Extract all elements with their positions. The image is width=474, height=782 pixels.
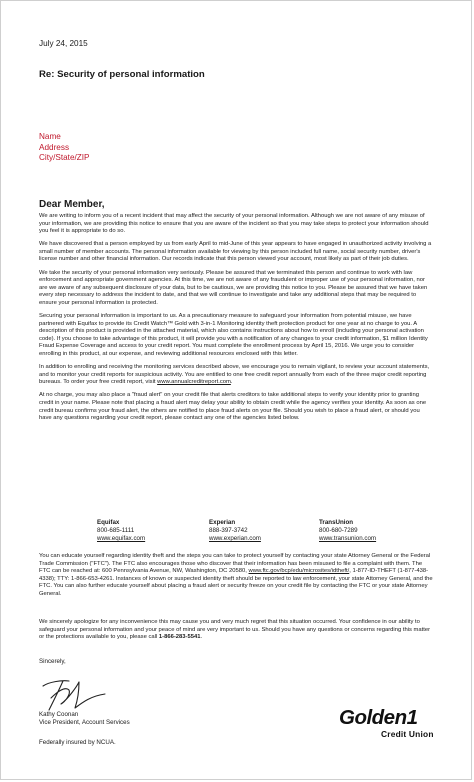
signer-block bbox=[39, 711, 130, 727]
paragraph-equifax: Securing your personal information is important to us. As a precautionary measure to safeguard your information from potential misuse, we have partnered with Equifax to provide its Credit Watch™ Gold with 3-in-1 Monitoring identity theft protection product for one year at no charge to you. A description of this product is provided in the attached material, which also contains instructions about how to enroll (including your personal activation code). If you choose to take advantage of this product, it will provide you with a notification of any changes to your credit information, $1 million Identity Fraud Expense Coverage and access to your credit report. You must complete the enrollment process by April 15, 2016. We urge you to consider enrolling in this product, at our expense, and reviewing additional resources enclosed with this letter. bbox=[39, 313, 428, 357]
paragraph-apology-end: . bbox=[200, 634, 203, 641]
bureau-equifax bbox=[97, 519, 145, 543]
ncua-footer: Federally insured by NCUA. bbox=[39, 739, 116, 746]
logo-wordmark: Golden1 bbox=[339, 706, 418, 729]
recipient-address bbox=[39, 132, 90, 164]
paragraph-security: We take the security of your personal information very seriously. Please be assured that we terminated this person and continue to work with law enforcement and appropriate government agencies. At this time, we are not aware of any fraudulent or improper use of your personal information, nor are we aware of any subsequent disclosure of your data, but to be cautious, we are providing this notice to you. Please be assured that we have taken every step necessary to address the incident to date, and that we will continue to investigate and take any additional steps that may be required to ensure your personal information is protected. bbox=[39, 269, 428, 306]
address-street: Address bbox=[39, 142, 70, 152]
paragraph-fraud-alert: At no charge, you may also place a "fraud alert" on your credit file that alerts creditors to take additional steps to verify your identity prior to granting credit in your name. Please note that placing a fraud alert may delay your ability to obtain credit while the agency verifies your identity. As soon as one credit bureau confirms your fraud alert, the others are notified to place fraud alerts on your file. Should you wish to place a fraud alert, or should you have any questions regarding your credit report, please contact any one of the agencies listed below. bbox=[39, 392, 427, 422]
paragraph-apology bbox=[39, 619, 433, 642]
bureau-phone: 888-397-3742 bbox=[209, 527, 248, 534]
letter-body bbox=[39, 213, 433, 428]
bureau-url[interactable]: www.equifax.com bbox=[97, 535, 146, 542]
signer-title: Vice President, Account Services bbox=[39, 719, 130, 726]
logo-subtitle: Credit Union bbox=[381, 729, 434, 739]
bureau-name: Equifax bbox=[97, 519, 120, 526]
address-city-state-zip: City/State/ZIP bbox=[39, 153, 90, 162]
paragraph-ftc-text-b: , 1-877-ID-THEFT (1-877-438-4338); TTY: 1-866-653-4261. Instances of known or suspected identity theft should be reported to law enforcement, your state Attorney General, and the FTC. You can also further educate yourself about placing a fraud alert or security freeze on your credit file by contacting the FTC or your state Attorney General. bbox=[39, 568, 433, 597]
signer-name: Kathy Coonan bbox=[39, 711, 79, 718]
letter-body-continued bbox=[39, 553, 433, 604]
bureau-transunion bbox=[319, 519, 376, 543]
letter-body-closing bbox=[39, 619, 433, 647]
paragraph-vigilance-text: In addition to enrolling and receiving the monitoring services described above, we encourage you to remain vigilant, to review your account statements, and to monitor your credit reports for suspicious activity. You are entitled to one free credit report annually from each of the three major credit reporting bureaus. To order your free credit report, visit bbox=[39, 364, 430, 386]
bureau-name: TransUnion bbox=[319, 519, 354, 526]
bureau-url[interactable]: www.transunion.com bbox=[319, 535, 377, 542]
salutation: Dear Member, bbox=[39, 199, 105, 210]
bureau-phone: 800-680-7289 bbox=[319, 527, 358, 534]
paragraph-apology-text: We sincerely apologize for any inconvenience this may cause you and very much regret that this situation occurred. Your confidence in our ability to safeguard your personal information and your peace of mind are very important to us. Should you have any questions or concerns regarding this matter or the protections available to you, please call bbox=[39, 619, 431, 641]
paragraph-ftc bbox=[39, 553, 433, 599]
address-name: Name bbox=[39, 132, 61, 141]
bureau-phone: 800-685-1111 bbox=[97, 527, 135, 534]
paragraph-ftc-text-a: You can educate yourself regarding identity theft and the steps you can take to protect yourself by contacting your state Attorney General or the Federal Trade Commission ("FTC"). The FTC also encourages those who discover that their information has been misused to file a complaint with them. The FTC can be reached at: 600 Pennsylvania Avenue, NW, Washington, DC 20580, bbox=[39, 553, 431, 575]
paragraph-incident: We are writing to inform you of a recent incident that may affect the security of your personal information. Although we are not aware of any misuse of your information, we are providing this notice to ensure that you are aware of the incident so that you may take steps to protect your information should you feel it is appropriate to do so. bbox=[39, 213, 429, 235]
closing: Sincerely, bbox=[39, 658, 66, 665]
contact-phone: 1-866-283-5541 bbox=[158, 634, 201, 641]
bureau-name: Experian bbox=[209, 519, 236, 526]
annual-credit-report-link[interactable]: www.annualcreditreport.com bbox=[157, 379, 231, 386]
letter-subject: Re: Security of personal information bbox=[39, 69, 205, 80]
ftc-idtheft-link[interactable]: www.ftc.gov/bcp/edu/microsites/idtheft/ bbox=[248, 568, 350, 575]
bureau-experian bbox=[209, 519, 261, 543]
bureau-url[interactable]: www.experian.com bbox=[209, 535, 261, 542]
paragraph-discovery: We have discovered that a person employed by us from early April to mid-June of this year appears to have engaged in unauthorized activity involving a small number of member accounts. The personal information available for viewing by this person included full name, social security number, driver's license number and other financial information. Our records indicate that this person viewed your account, most likely as part of their job duties. bbox=[39, 241, 432, 263]
letter-date: July 24, 2015 bbox=[39, 39, 88, 48]
paragraph-vigilance: In addition to enrolling and receiving the monitoring services described above, we encourage you to remain vigilant, to review your account statements, and to monitor your credit reports for suspicious activity. You are entitled to one free credit report annually from each of the three major credit reporting bureaus. To order your free credit report, visit www.annualcreditreport.com. bbox=[39, 364, 430, 386]
handwritten-signature bbox=[39, 668, 109, 714]
golden1-logo bbox=[339, 706, 443, 748]
